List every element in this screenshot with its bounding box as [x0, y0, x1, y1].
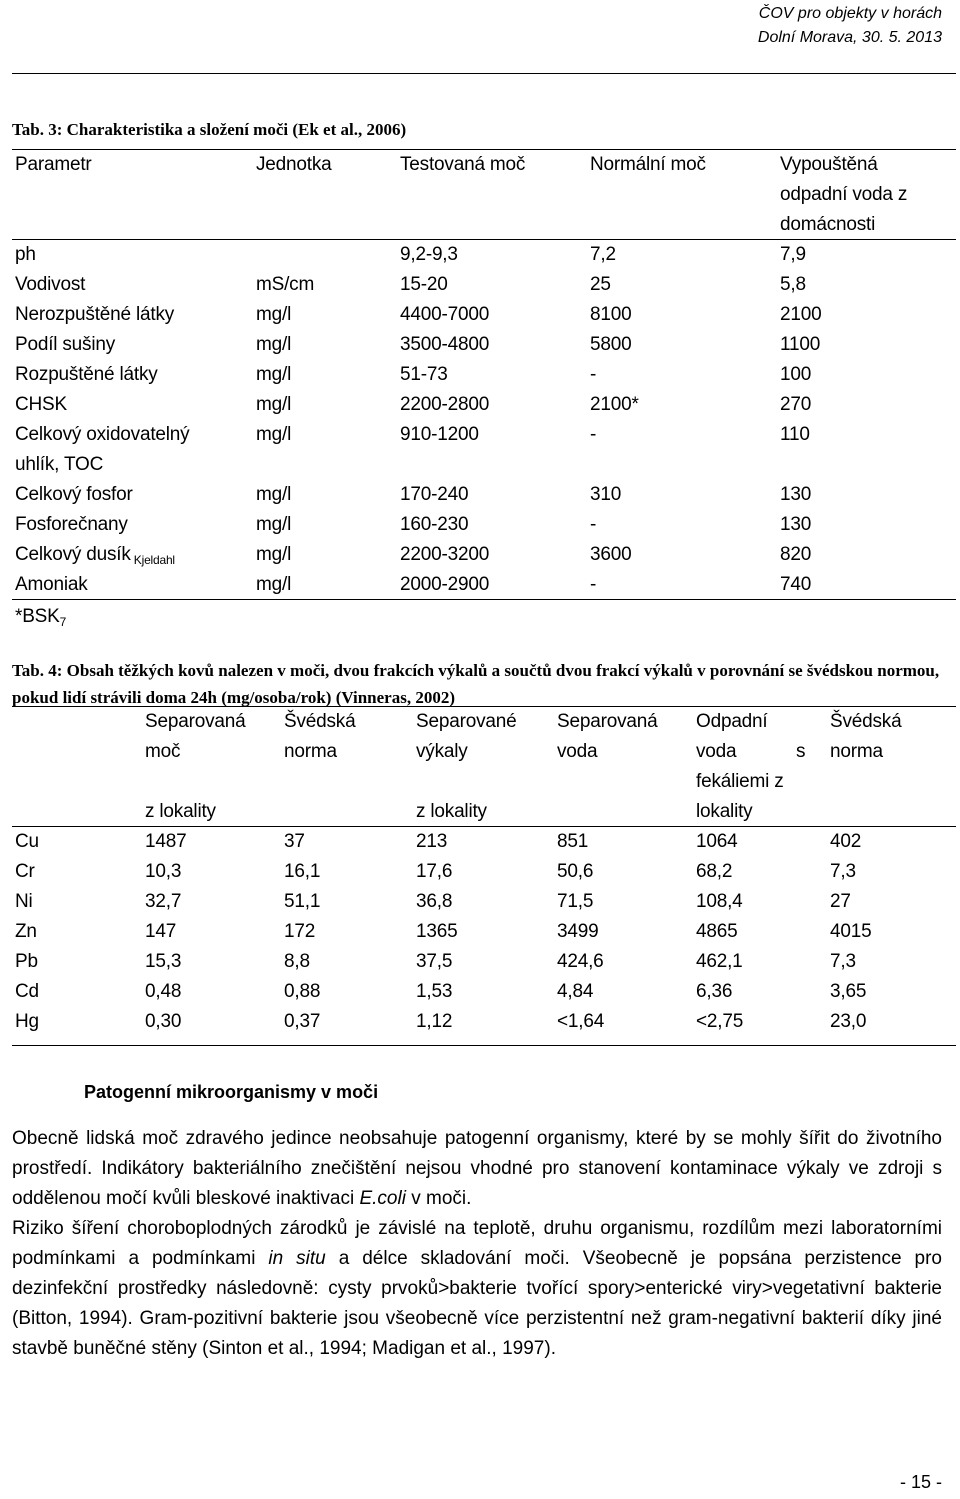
table4-header-rule — [12, 826, 956, 827]
t4-cell-r4-c3: 37,5 — [416, 951, 453, 972]
t4-cell-r5-c5: 6,36 — [696, 981, 733, 1002]
t4-h3-l4: z lokality — [416, 801, 487, 822]
t4-cell-r2-c0: Ni — [15, 891, 33, 912]
t4-cell-r3-c6: 4015 — [830, 921, 872, 942]
t3-cell-r3-c4: 1100 — [780, 334, 821, 355]
t4-cell-r1-c6: 7,3 — [830, 861, 856, 882]
t4-cell-r6-c1: 0,30 — [145, 1011, 182, 1032]
t4-cell-r4-c5: 462,1 — [696, 951, 743, 972]
t4-cell-r3-c4: 3499 — [557, 921, 599, 942]
t3-cell-r9-c0: Fosforečnany — [15, 514, 128, 535]
t4-cell-r2-c3: 36,8 — [416, 891, 453, 912]
t4-cell-r1-c0: Cr — [15, 861, 35, 882]
t3-cell-r10-c3: 3600 — [590, 544, 632, 565]
header-title: ČOV pro objekty v horách — [758, 5, 942, 22]
section-title: Patogenní mikroorganismy v moči — [84, 1082, 379, 1102]
t4-h5-l4: lokality — [696, 801, 753, 822]
t4-cell-r5-c0: Cd — [15, 981, 39, 1002]
t3-cell-r4-c1: mg/l — [256, 364, 292, 385]
t3-cell-r7-c0: uhlík, TOC — [15, 454, 104, 475]
t4-cell-r6-c0: Hg — [15, 1011, 39, 1032]
t3-cell-r8-c3: 310 — [590, 484, 622, 505]
t3-cell-r1-c3: 25 — [590, 274, 611, 295]
t3-cell-r2-c0: Nerozpuštěné látky — [15, 304, 175, 325]
t3-cell-r9-c3: - — [590, 514, 597, 535]
t4-cell-r6-c5: <2,75 — [696, 1011, 744, 1032]
t3-dusik-subscript: Kjeldahl — [130, 553, 175, 567]
t4-h1-l2: moč — [145, 741, 181, 762]
t3-cell-r5-c4: 270 — [780, 394, 812, 415]
t3-cell-r9-c1: mg/l — [256, 514, 292, 535]
t4-cell-r4-c1: 15,3 — [145, 951, 182, 972]
t4-cell-r1-c3: 17,6 — [416, 861, 453, 882]
t3-cell-r8-c2: 170-240 — [400, 484, 469, 505]
t4-cell-r3-c5: 4865 — [696, 921, 738, 942]
t4-cell-r0-c4: 851 — [557, 831, 589, 852]
t3-cell-r0-c4: 7,9 — [780, 244, 806, 265]
t3-cell-r2-c1: mg/l — [256, 304, 292, 325]
t3-cell-r11-c3: - — [590, 574, 597, 595]
table3-bottom-rule — [12, 599, 956, 600]
t3-header-vypoustena-3: domácnosti — [780, 214, 876, 235]
t4-cell-r0-c2: 37 — [284, 831, 305, 852]
t3-cell-r1-c4: 5,8 — [780, 274, 806, 295]
t3-cell-r4-c4: 100 — [780, 364, 812, 385]
t3-cell-r10-c2: 2200-3200 — [400, 544, 490, 565]
t4-cell-r3-c0: Zn — [15, 921, 37, 942]
t4-cell-r3-c1: 147 — [145, 921, 177, 942]
t3-cell-r3-c2: 3500-4800 — [400, 334, 490, 355]
t4-cell-r1-c2: 16,1 — [284, 861, 321, 882]
t3-cell-r10-c4: 820 — [780, 544, 812, 565]
t3-cell-r0-c0: ph — [15, 244, 36, 265]
t4-cell-r6-c2: 0,37 — [284, 1011, 321, 1032]
table4-bottom-rule — [12, 1045, 956, 1046]
t4-h6-l1: Švédská — [830, 711, 902, 732]
t4-h1-l4: z lokality — [145, 801, 216, 822]
t3-cell-r8-c0: Celkový fosfor — [15, 484, 133, 505]
t3-header-normalni: Normální moč — [590, 154, 706, 175]
t3-cell-r9-c4: 130 — [780, 514, 812, 535]
t4-cell-r0-c0: Cu — [15, 831, 39, 852]
t3-cell-r4-c0: Rozpuštěné látky — [15, 364, 158, 385]
t4-cell-r4-c2: 8,8 — [284, 951, 310, 972]
t4-cell-r4-c6: 7,3 — [830, 951, 856, 972]
t4-h2-l2: norma — [284, 741, 337, 762]
t3-header-jednotka: Jednotka — [256, 154, 332, 175]
t3-header-testovana: Testovaná moč — [400, 154, 526, 175]
t4-cell-r2-c2: 51,1 — [284, 891, 321, 912]
t4-cell-r0-c6: 402 — [830, 831, 862, 852]
t4-cell-r0-c3: 213 — [416, 831, 448, 852]
paragraph-1: Obecně lidská moč zdravého jedince neobsahuje patogenní organismy, které by se mohly šířit do životního prostředí. Indikátory bakteriálního znečištění nejsou vhodné pro stanovení kontaminace výkaly ve zdroji s oddělenou močí kvůli bleskové inaktivaci E.coli v moči. — [12, 1128, 942, 1209]
t3-cell-r2-c2: 4400-7000 — [400, 304, 490, 325]
table3-top-rule — [12, 149, 956, 150]
t3-cell-r11-c2: 2000-2900 — [400, 574, 490, 595]
t4-cell-r1-c4: 50,6 — [557, 861, 594, 882]
t4-cell-r5-c2: 0,88 — [284, 981, 321, 1002]
t4-h3-l2: výkaly — [416, 741, 468, 762]
table4-caption: Tab. 4: Obsah těžkých kovů nalezen v moči, dvou frakcích výkalů a součtů dvou frakcí výkalů v porovnání se švédskou normou, pokud lidí strávili doma 24h (mg/osoba/rok) (Vinneras, 2002) — [12, 661, 940, 707]
t4-h1-l1: Separovaná — [145, 711, 246, 732]
t4-cell-r5-c3: 1,53 — [416, 981, 453, 1002]
t3-cell-r5-c3: 2100* — [590, 394, 639, 415]
t4-cell-r6-c3: 1,12 — [416, 1011, 453, 1032]
t3-cell-r0-c3: 7,2 — [590, 244, 616, 265]
page-number: - 15 - — [899, 1472, 942, 1492]
t3-cell-r5-c1: mg/l — [256, 394, 292, 415]
t3-cell-r4-c2: 51-73 — [400, 364, 448, 385]
t3-cell-r1-c0: Vodivost — [15, 274, 86, 295]
t4-cell-r0-c1: 1487 — [145, 831, 187, 852]
t3-header-parametr: Parametr — [15, 154, 92, 175]
t3-cell-r9-c2: 160-230 — [400, 514, 469, 535]
t4-h5-l2b: s — [796, 741, 806, 762]
t3-cell-r8-c4: 130 — [780, 484, 812, 505]
t4-cell-r2-c6: 27 — [830, 891, 851, 912]
t3-cell-r10-c0: Celkový dusík $_{Kjeldahl}$ — [15, 544, 175, 567]
t3-header-vypoustena-1: Vypouštěná — [780, 154, 878, 175]
t4-h4-l1: Separovaná — [557, 711, 658, 732]
page-header — [758, 2, 942, 50]
t3-cell-r0-c2: 9,2-9,3 — [400, 244, 458, 265]
t3-cell-r3-c0: Podíl sušiny — [15, 334, 116, 355]
t3-cell-r8-c1: mg/l — [256, 484, 292, 505]
t3-cell-r6-c1: mg/l — [256, 424, 292, 445]
table4-top-rule — [12, 706, 956, 707]
t4-cell-r0-c5: 1064 — [696, 831, 738, 852]
t3-cell-r10-c1: mg/l — [256, 544, 292, 565]
t4-cell-r1-c5: 68,2 — [696, 861, 733, 882]
table3-footnote: $*BSK_7$ — [15, 606, 67, 629]
t4-cell-r2-c4: 71,5 — [557, 891, 594, 912]
t3-cell-r11-c1: mg/l — [256, 574, 292, 595]
t4-h5-l2: voda — [696, 741, 737, 762]
header-divider — [12, 73, 956, 74]
t3-cell-r6-c0: Celkový oxidovatelný — [15, 424, 190, 445]
t3-cell-r2-c3: 8100 — [590, 304, 632, 325]
t4-cell-r5-c6: 3,65 — [830, 981, 867, 1002]
t4-cell-r3-c3: 1365 — [416, 921, 458, 942]
t3-header-vypoustena-2: odpadní voda z — [780, 184, 908, 205]
t3-cell-r11-c0: Amoniak — [15, 574, 88, 595]
t4-h6-l2: norma — [830, 741, 883, 762]
table3-caption: Tab. 3: Charakteristika a složení moči (Ek et al., 2006) — [12, 120, 407, 139]
t4-cell-r6-c4: <1,64 — [557, 1011, 605, 1032]
t4-h5-l1: Odpadní — [696, 711, 768, 732]
t4-cell-r5-c1: 0,48 — [145, 981, 182, 1002]
t4-cell-r2-c5: 108,4 — [696, 891, 743, 912]
t3-cell-r6-c3: - — [590, 424, 597, 445]
t4-cell-r3-c2: 172 — [284, 921, 316, 942]
t4-h2-l1: Švédská — [284, 711, 356, 732]
t3-cell-r1-c2: 15-20 — [400, 274, 448, 295]
header-date: Dolní Morava, 30. 5. 2013 — [757, 29, 942, 46]
table3-header-rule — [12, 239, 956, 240]
t4-h5-l3: fekáliemi z — [696, 771, 784, 792]
t3-cell-r11-c4: 740 — [780, 574, 812, 595]
t4-h3-l1: Separované — [416, 711, 517, 732]
t3-cell-r3-c1: mg/l — [256, 334, 292, 355]
t3-cell-r5-c2: 2200-2800 — [400, 394, 490, 415]
t4-cell-r5-c4: 4,84 — [557, 981, 594, 1002]
t4-cell-r6-c6: 23,0 — [830, 1011, 867, 1032]
t3-cell-r6-c2: 910-1200 — [400, 424, 479, 445]
t3-cell-r3-c3: 5800 — [590, 334, 632, 355]
t3-cell-r6-c4: 110 — [780, 424, 810, 445]
t3-cell-r4-c3: - — [590, 364, 597, 385]
t3-cell-r5-c0: CHSK — [15, 394, 67, 415]
t3-cell-r1-c1: mS/cm — [256, 274, 315, 295]
t4-cell-r4-c4: 424,6 — [557, 951, 604, 972]
t4-cell-r2-c1: 32,7 — [145, 891, 182, 912]
t4-h4-l2: voda — [557, 741, 598, 762]
t3-cell-r2-c4: 2100 — [780, 304, 822, 325]
t4-cell-r4-c0: Pb — [15, 951, 38, 972]
paragraph-2: Riziko šíření choroboplodných zárodků je závislé na teplotě, druhu organismu, rozdílům mezi laboratorními podmínkami a podmínkami in situ a délce skladování moči. Všeobecně je popsána perzistence pro dezinfekční prostředky následovně: cysty prvoků>bakterie tvořící spory>enterické viry>vegetativní bakterie (Bitton, 1994). Gram-pozitivní bakterie jsou všeobecně více perzistentní než gram-negativní bakterií díky jiné stavbě buněčné stěny (Sinton et al., 1994; Madigan et al., 1997). — [12, 1218, 942, 1359]
t4-cell-r1-c1: 10,3 — [145, 861, 182, 882]
